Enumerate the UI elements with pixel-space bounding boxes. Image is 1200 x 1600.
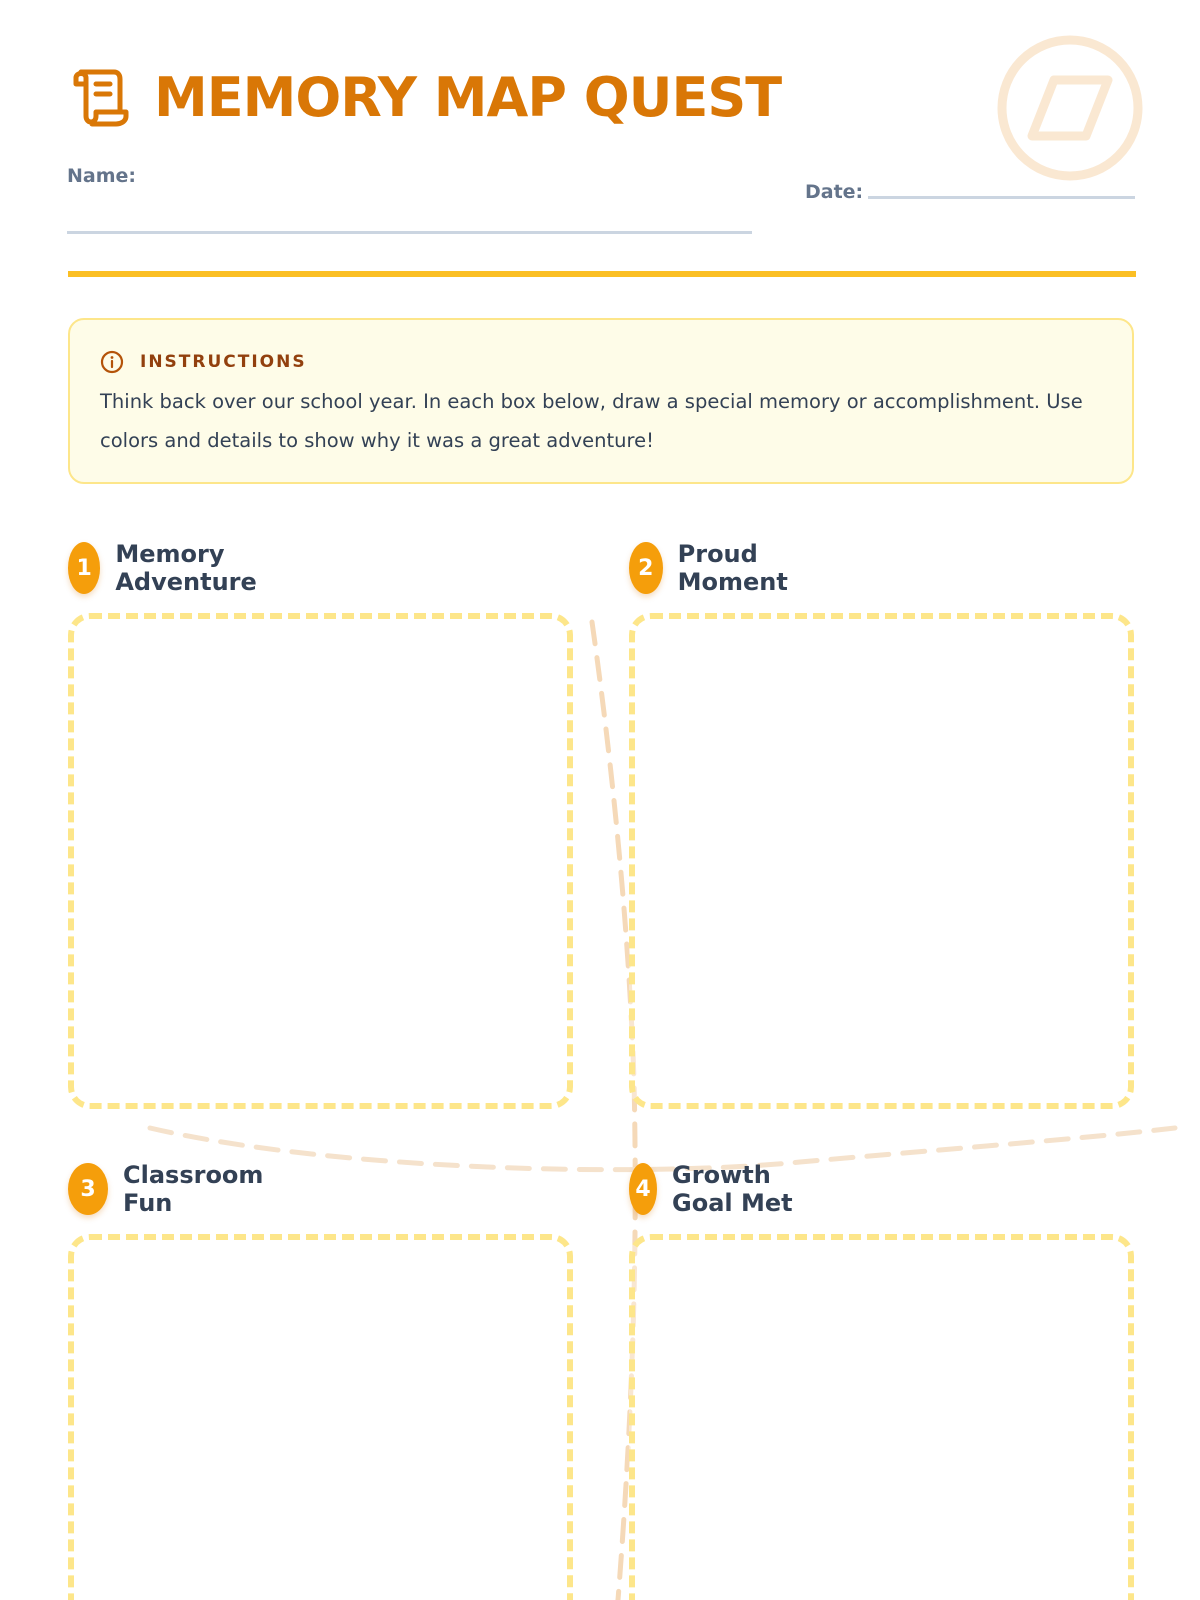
section-number-badge: 1 bbox=[68, 542, 100, 594]
info-icon bbox=[100, 350, 124, 374]
section-title: Classroom Fun bbox=[123, 1161, 264, 1217]
instructions-heading: INSTRUCTIONS bbox=[140, 352, 307, 372]
section-title: Growth Goal Met bbox=[672, 1161, 793, 1217]
drawing-box[interactable] bbox=[68, 1234, 573, 1600]
section-number-badge: 2 bbox=[629, 542, 663, 594]
section-number-badge: 4 bbox=[629, 1163, 657, 1215]
page-title: MEMORY MAP QUEST bbox=[154, 66, 782, 129]
page-header bbox=[68, 66, 781, 130]
date-label: Date: bbox=[805, 181, 864, 203]
compass-icon bbox=[996, 34, 1144, 182]
date-field[interactable] bbox=[868, 196, 1135, 199]
instructions-text: Think back over our school year. In each box below, draw a special memory or accomplishment. Use colors and details to show why it was a great adventure! bbox=[100, 390, 1083, 452]
drawing-box[interactable] bbox=[629, 1234, 1134, 1600]
header-divider bbox=[68, 271, 1136, 277]
section-number-badge: 3 bbox=[68, 1163, 108, 1215]
scroll-icon bbox=[68, 66, 132, 130]
drawing-box[interactable] bbox=[68, 613, 573, 1109]
name-label: Name: bbox=[67, 165, 137, 187]
section-title: Memory Adventure bbox=[115, 540, 257, 596]
instructions-box bbox=[68, 318, 1134, 484]
drawing-box[interactable] bbox=[629, 613, 1134, 1109]
section-title: Proud Moment bbox=[677, 540, 788, 596]
name-field[interactable] bbox=[67, 231, 752, 234]
